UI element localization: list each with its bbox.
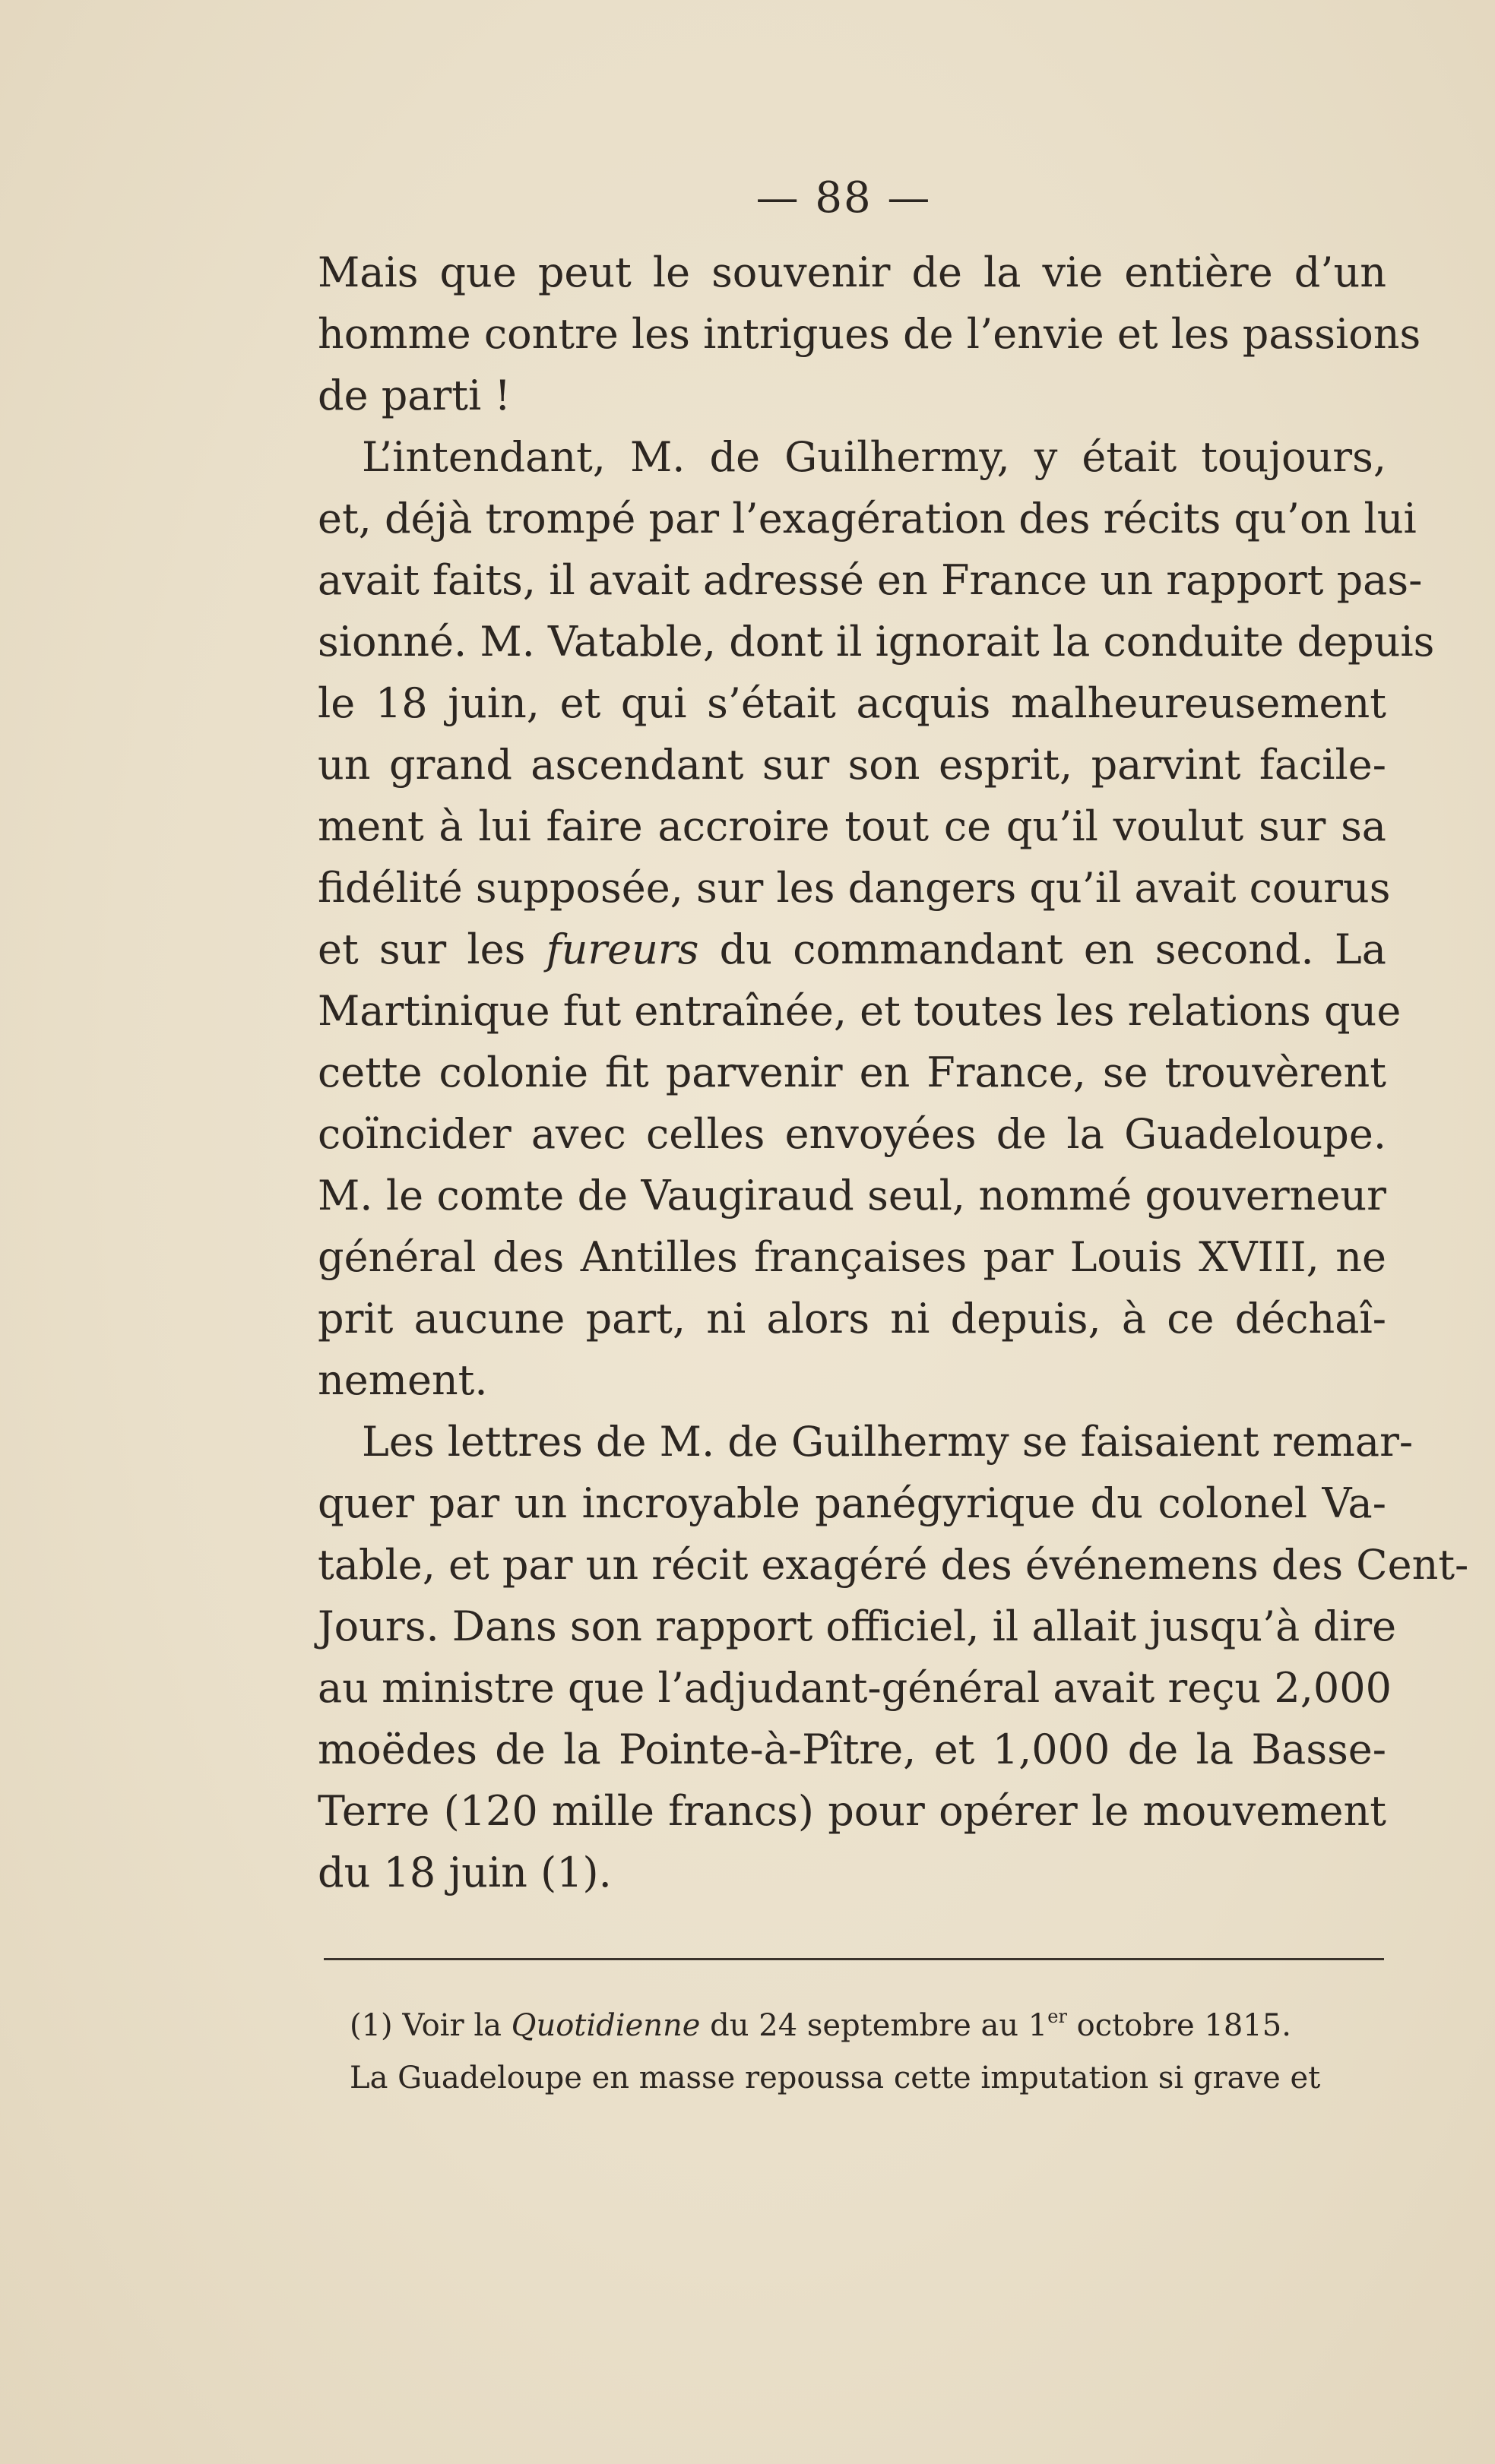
text-segment: et sur les (318, 925, 546, 973)
text-line: le 18 juin, et qui s’était acquis malheureusement (318, 679, 1386, 727)
italic-word: fureurs (546, 925, 699, 973)
text-line: Terre (120 mille francs) pour opérer le mouvement (318, 1787, 1386, 1835)
page-number: — 88 — (755, 173, 932, 223)
text-line-with-italic (318, 919, 1386, 980)
text-segment: du 24 septembre au 1 (700, 2008, 1048, 2043)
footnote-line: La Guadeloupe en masse repoussa cette imputation si grave et (350, 2061, 1321, 2096)
text-line: Martinique fut entraînée, et toutes les relations que (318, 987, 1402, 1035)
footnote-marker: (1) (350, 2008, 393, 2043)
text-line: nement. (318, 1356, 488, 1404)
body-text (318, 242, 1469, 1903)
text-line: un grand ascendant sur son esprit, parvint facile- (318, 741, 1386, 789)
text-line: homme contre les intrigues de l’envie et les passions (318, 310, 1421, 358)
text-line: sionné. M. Vatable, dont il ignorait la conduite depuis (318, 618, 1435, 666)
text-line: table, et par un récit exagéré des événemens des Cent- (318, 1541, 1469, 1589)
text-line: de parti ! (318, 372, 512, 419)
text-segment: Voir la (392, 2008, 512, 2043)
text-line: Les lettres de M. de Guilhermy se faisaient remar- (362, 1418, 1414, 1466)
text-line: et, déjà trompé par l’exagération des récits qu’on lui (318, 495, 1417, 542)
text-line: coïncider avec celles envoyées de la Guadeloupe. (318, 1110, 1386, 1158)
text-line: moëdes de la Pointe-à-Pître, et 1,000 de la Basse- (318, 1725, 1386, 1773)
footnote-line (350, 2000, 1385, 2052)
text-line: M. le comte de Vaugiraud seul, nommé gouverneur (318, 1172, 1386, 1219)
text-segment: du commandant en second. La (698, 925, 1386, 973)
text-line: au ministre que l’adjudant-général avait reçu 2,000 (318, 1664, 1392, 1712)
text-line: avait faits, il avait adressé en France un rapport pas- (318, 556, 1423, 604)
text-line: L’intendant, M. de Guilhermy, y était toujours, (362, 433, 1386, 481)
text-line: quer par un incroyable panégyrique du colonel Va- (318, 1479, 1386, 1527)
text-line: général des Antilles françaises par Louis XVIII, ne (318, 1233, 1386, 1281)
footnotes (350, 2000, 1385, 2105)
text-line: Jours. Dans son rapport officiel, il allait jusqu’à dire (318, 1602, 1397, 1650)
text-line: ment à lui faire accroire tout ce qu’il voulut sur sa (318, 802, 1386, 850)
text-line: cette colonie fit parvenir en France, se trouvèrent (318, 1049, 1386, 1096)
text-line: Mais que peut le souvenir de la vie entière d’un (318, 248, 1386, 296)
superscript: er (1047, 2006, 1067, 2027)
text-segment: octobre 1815. (1066, 2008, 1291, 2043)
text-line: du 18 juin (1). (318, 1849, 612, 1896)
italic-title: Quotidienne (511, 2008, 701, 2043)
text-line: prit aucune part, ni alors ni depuis, à ce déchaî- (318, 1295, 1386, 1343)
text-line: fidélité supposée, sur les dangers qu’il avait courus (318, 864, 1391, 912)
footnote-divider (324, 1958, 1384, 1960)
